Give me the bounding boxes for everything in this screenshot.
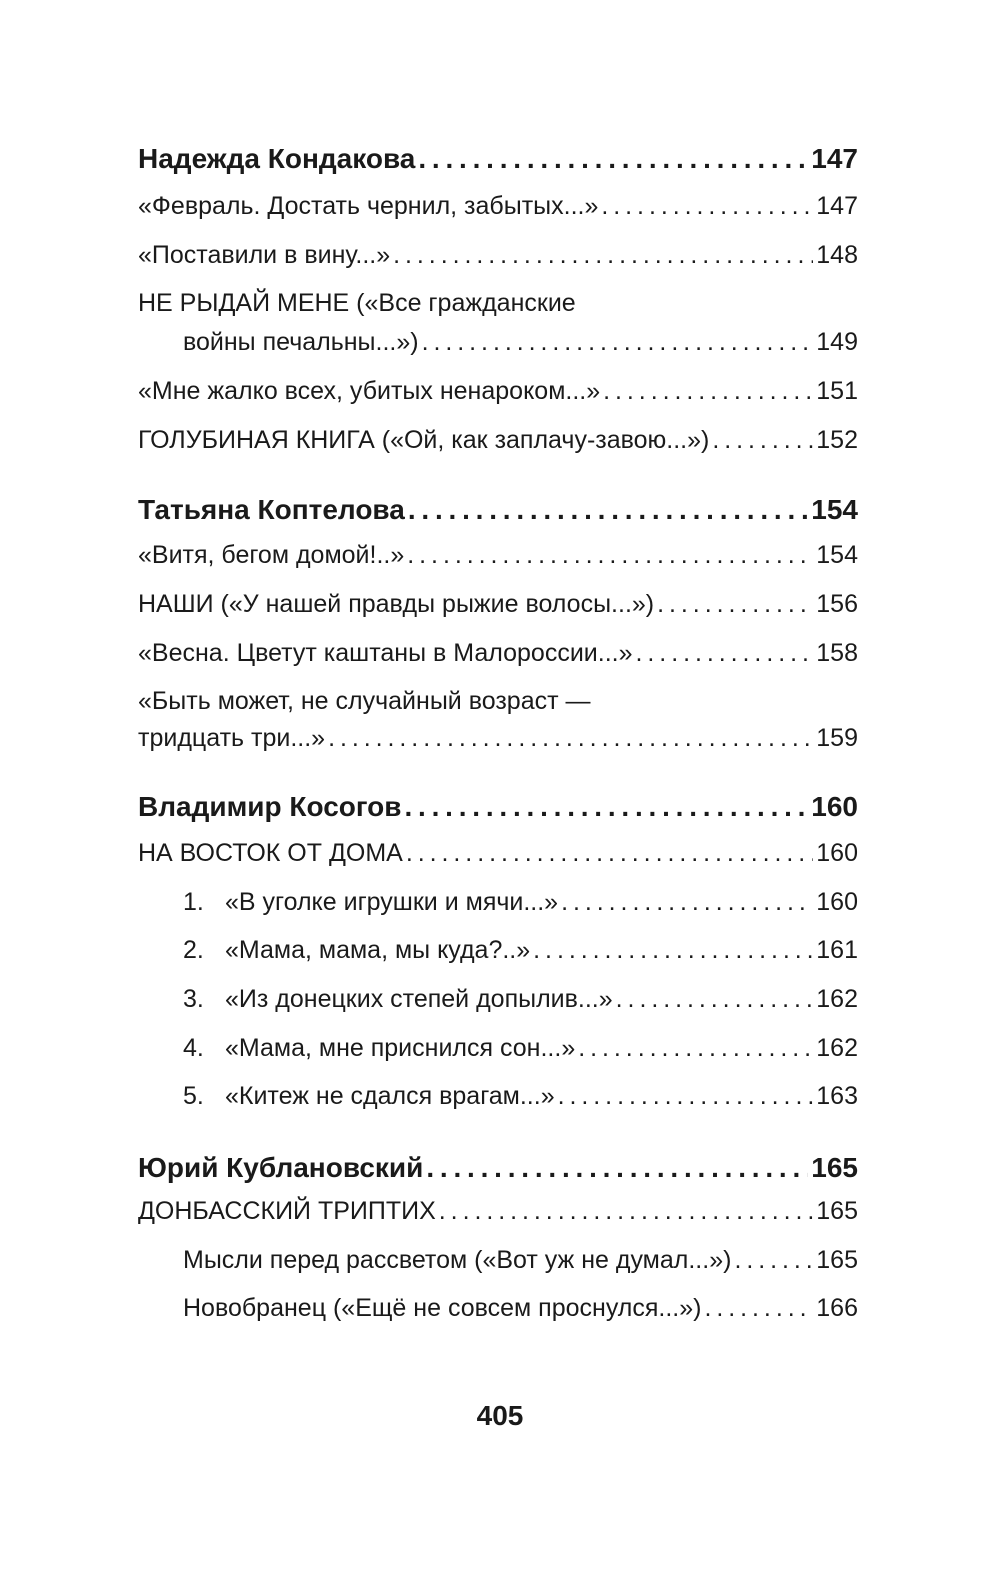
author-entry[interactable]: [138, 143, 858, 175]
author-entry[interactable]: [138, 791, 858, 823]
entry-title: Мысли перед рассветом («Вот уж не думал...»): [183, 1246, 732, 1274]
entry-page: 160: [816, 839, 858, 867]
entry-page: 151: [816, 377, 858, 405]
entry-page: 160: [816, 888, 858, 916]
author-page: 154: [811, 494, 858, 525]
toc-entry[interactable]: [138, 426, 858, 455]
entry-title: ГОЛУБИНАЯ КНИГА («Ой, как заплачу-завою...»): [138, 426, 710, 454]
entry-title: «Мама, мне приснился сон...»: [225, 1034, 576, 1062]
entry-page: 154: [816, 541, 858, 569]
toc-entry[interactable]: [138, 541, 858, 570]
toc-entry[interactable]: [183, 1034, 858, 1063]
entry-title: «Из донецких степей допылив...»: [225, 985, 613, 1013]
entry-title: «В уголке игрушки и мячи...»: [225, 888, 559, 916]
toc-entry[interactable]: [138, 192, 858, 221]
author-page: 160: [811, 791, 858, 822]
toc-entry[interactable]: [138, 590, 858, 619]
entry-title: «Февраль. Достать чернил, забытых...»: [138, 192, 599, 220]
entry-page: 158: [816, 639, 858, 667]
toc-entry[interactable]: [138, 241, 858, 270]
entry-page: 152: [816, 426, 858, 454]
entry-title: войны печальны...»): [183, 328, 419, 356]
entry-title: «Китеж не сдался врагам...»: [225, 1082, 555, 1110]
entry-page: 166: [816, 1294, 858, 1322]
author-entry[interactable]: [138, 494, 858, 526]
entry-number: 3.: [183, 985, 204, 1013]
entry-title: «Витя, бегом домой!..»: [138, 541, 405, 569]
entry-page: 161: [816, 936, 858, 964]
toc-entry[interactable]: [183, 936, 858, 965]
toc-entry[interactable]: [138, 1197, 858, 1226]
entry-page: 163: [816, 1082, 858, 1110]
toc-entry[interactable]: [138, 724, 858, 753]
entry-title: ДОНБАССКИЙ ТРИПТИХ: [138, 1197, 436, 1225]
toc-entry[interactable]: [183, 985, 858, 1014]
author-name: Владимир Косогов: [138, 791, 402, 822]
toc-entry[interactable]: [138, 839, 858, 868]
entry-page: 148: [816, 241, 858, 269]
toc-entry[interactable]: [183, 1294, 858, 1323]
entry-page: 165: [816, 1246, 858, 1274]
entry-page: 149: [816, 328, 858, 356]
toc-entry[interactable]: [138, 639, 858, 668]
entry-number: 4.: [183, 1034, 204, 1062]
entry-title-line: «Быть может, не случайный возраст —: [138, 687, 591, 715]
entry-title: Новобранец («Ещё не совсем проснулся...»): [183, 1294, 702, 1322]
entry-title: «Поставили в вину...»: [138, 241, 391, 269]
toc-entry[interactable]: [183, 888, 858, 917]
author-page: 165: [811, 1152, 858, 1183]
entry-number: 2.: [183, 936, 204, 964]
entry-page: 147: [816, 192, 858, 220]
toc-entry[interactable]: [183, 328, 858, 357]
entry-number: 5.: [183, 1082, 204, 1110]
entry-page: 159: [816, 724, 858, 752]
author-page: 147: [811, 143, 858, 174]
entry-title: «Мама, мама, мы куда?..»: [225, 936, 531, 964]
entry-title: НА ВОСТОК ОТ ДОМА: [138, 839, 403, 867]
author-name: Юрий Кублановский: [138, 1152, 424, 1183]
toc-entry[interactable]: [138, 377, 858, 406]
entry-page: 162: [816, 985, 858, 1013]
entry-title: «Весна. Цветут каштаны в Малороссии...»: [138, 639, 633, 667]
entry-page: 165: [816, 1197, 858, 1225]
toc-entry[interactable]: [183, 1082, 858, 1111]
entry-page: 162: [816, 1034, 858, 1062]
entry-title: «Мне жалко всех, убитых ненароком...»: [138, 377, 601, 405]
entry-title-line: НЕ РЫДАЙ МЕНЕ («Все гражданские: [138, 289, 576, 317]
entry-title: тридцать три...»: [138, 724, 326, 752]
toc-entry[interactable]: [183, 1246, 858, 1275]
page-number: 405: [476, 1400, 524, 1431]
entry-page: 156: [816, 590, 858, 618]
entry-number: 1.: [183, 888, 204, 916]
entry-title: НАШИ («У нашей правды рыжие волосы...»): [138, 590, 655, 618]
author-name: Татьяна Коптелова: [138, 494, 405, 525]
author-entry[interactable]: [138, 1152, 858, 1184]
author-name: Надежда Кондакова: [138, 143, 416, 174]
